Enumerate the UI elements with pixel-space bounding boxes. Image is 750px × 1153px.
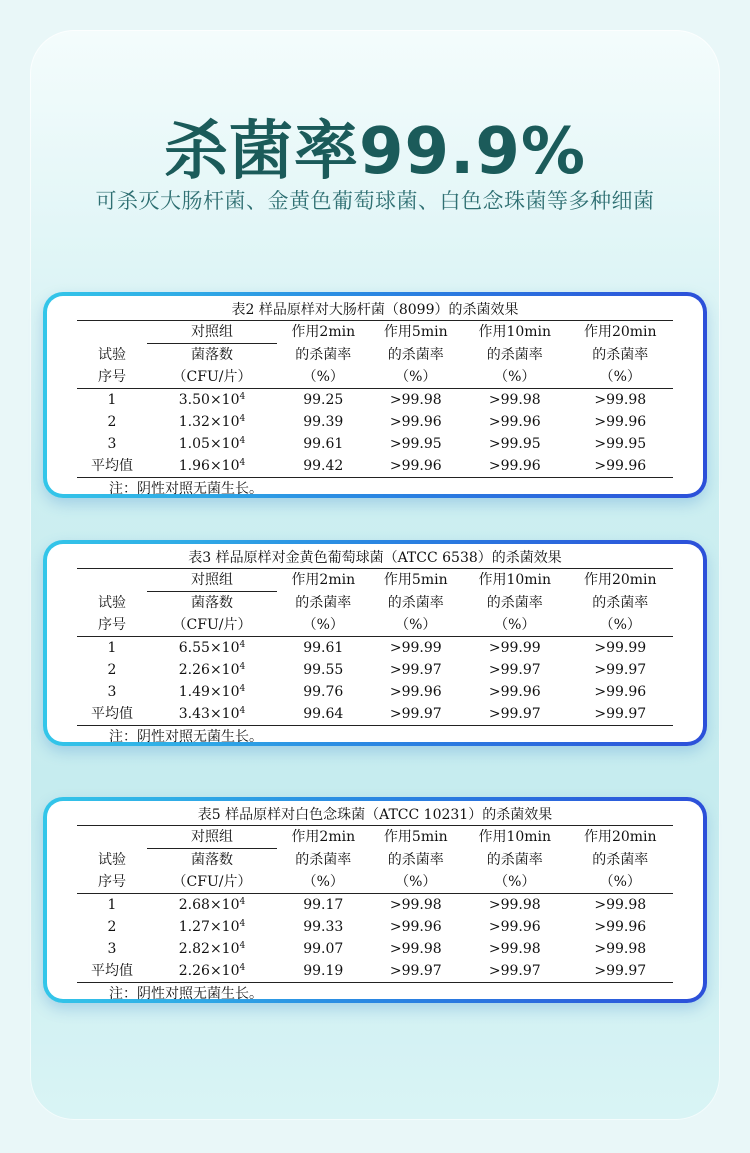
header-unit: （CFU/片） xyxy=(147,366,277,389)
table-note: 注：阴性对照无菌生长。 xyxy=(109,481,263,497)
table-caption: 表3 样品原样对金黄色葡萄球菌（ATCC 6538）的杀菌效果 xyxy=(188,550,562,566)
header-trial: 试验 xyxy=(98,852,126,868)
trial-id: 1 xyxy=(107,392,117,408)
header-5min: 作用5min xyxy=(383,572,448,589)
header-2min-rate: 的杀菌率 xyxy=(295,346,352,363)
rate-20min: >99.96 xyxy=(594,414,647,430)
rate-20min: >99.98 xyxy=(594,392,647,408)
trial-id: 1 xyxy=(107,640,117,656)
table-row xyxy=(77,960,673,983)
header-2min: 作用2min xyxy=(291,829,356,846)
trial-id: 平均值 xyxy=(77,703,147,726)
trial-id: 平均值 xyxy=(77,455,147,478)
header-colonies: 菌落数 xyxy=(191,595,233,611)
rate-20min: >99.96 xyxy=(594,919,647,935)
rate-10min: >99.96 xyxy=(488,414,541,430)
exponent: 4 xyxy=(239,436,246,446)
colony-count: $1.96\times 10^4$ xyxy=(147,455,277,478)
header-trial: 试验 xyxy=(98,347,126,363)
colony-count: $2.68\times 10^4$ xyxy=(178,897,246,913)
table-row xyxy=(77,894,673,917)
rate-10min: >99.97 xyxy=(462,960,567,983)
rate-5min: >99.99 xyxy=(389,640,442,656)
rate-20min: >99.96 xyxy=(594,684,647,700)
rate-5min: >99.97 xyxy=(389,662,442,678)
header-control: 对照组 xyxy=(147,321,277,344)
rate-10min: >99.96 xyxy=(488,684,541,700)
results-table-panel xyxy=(43,292,707,498)
trial-id: 2 xyxy=(107,414,117,430)
table-row xyxy=(77,455,673,478)
rate-20min: >99.98 xyxy=(594,897,647,913)
header-20min: 作用20min xyxy=(583,572,657,589)
header-colonies: 菌落数 xyxy=(191,852,233,868)
exponent: 4 xyxy=(239,392,246,402)
rate-10min: >99.96 xyxy=(462,455,567,478)
rate-5min: >99.95 xyxy=(389,436,442,452)
table-row xyxy=(77,433,673,455)
header-5min-rate: 的杀菌率 xyxy=(387,346,444,363)
page-subtitle: 可杀灭大肠杆菌、金黄色葡萄球菌、白色念珠菌等多种细菌 xyxy=(95,189,655,213)
rate-5min: >99.98 xyxy=(389,897,442,913)
rate-2min: 99.61 xyxy=(303,436,344,452)
rate-5min: >99.97 xyxy=(370,703,463,726)
rate-2min: 99.42 xyxy=(277,455,370,478)
header-pct: （%） xyxy=(370,366,463,389)
header-pct: （%） xyxy=(568,871,674,894)
header-pct: （%） xyxy=(568,366,674,389)
rate-10min: >99.97 xyxy=(462,703,567,726)
table-row xyxy=(77,411,673,433)
exponent: 4 xyxy=(239,414,246,424)
header-5min-rate: 的杀菌率 xyxy=(387,851,444,868)
header-unit: （CFU/片） xyxy=(147,614,277,637)
header-2min: 作用2min xyxy=(291,572,356,589)
table-row xyxy=(77,637,673,660)
header-5min-rate: 的杀菌率 xyxy=(387,594,444,611)
rate-2min: 99.76 xyxy=(303,684,344,700)
rate-2min: 99.39 xyxy=(303,414,344,430)
rate-10min: >99.98 xyxy=(488,941,541,957)
exponent: 4 xyxy=(239,941,246,951)
table-note: 注：阴性对照无菌生长。 xyxy=(109,729,263,745)
rate-2min: 99.25 xyxy=(303,392,344,408)
exponent: 4 xyxy=(239,640,246,650)
table-row xyxy=(77,659,673,681)
table-caption: 表5 样品原样对白色念珠菌（ATCC 10231）的杀菌效果 xyxy=(197,807,553,823)
header-pct: （%） xyxy=(277,366,370,389)
header-trial: 试验 xyxy=(98,595,126,611)
colony-count: $2.26\times 10^4$ xyxy=(147,960,277,983)
header-10min-rate: 的杀菌率 xyxy=(486,594,543,611)
table-row xyxy=(77,389,673,412)
header-2min-rate: 的杀菌率 xyxy=(295,594,352,611)
header-20min-rate: 的杀菌率 xyxy=(592,594,649,611)
table-row xyxy=(77,703,673,726)
colony-count: $2.82\times 10^4$ xyxy=(178,941,246,957)
rate-5min: >99.98 xyxy=(389,392,442,408)
header-serial: 序号 xyxy=(77,614,147,637)
rate-20min: >99.97 xyxy=(568,960,674,983)
exponent: 4 xyxy=(239,684,246,694)
exponent: 4 xyxy=(239,458,246,468)
trial-id: 2 xyxy=(107,919,117,935)
rate-5min: >99.96 xyxy=(389,414,442,430)
header-pct: （%） xyxy=(568,614,674,637)
header-serial: 序号 xyxy=(77,871,147,894)
header-pct: （%） xyxy=(370,871,463,894)
colony-count: $1.05\times 10^4$ xyxy=(178,436,246,452)
header-20min: 作用20min xyxy=(583,324,657,341)
header-2min: 作用2min xyxy=(291,324,356,341)
colony-count: $1.27\times 10^4$ xyxy=(178,919,246,935)
rate-2min: 99.17 xyxy=(303,897,344,913)
rate-10min: >99.98 xyxy=(488,392,541,408)
rate-2min: 99.33 xyxy=(303,919,344,935)
colony-count: $1.32\times 10^4$ xyxy=(178,414,246,430)
header-unit: （CFU/片） xyxy=(147,871,277,894)
rate-20min: >99.97 xyxy=(594,662,647,678)
rate-5min: >99.96 xyxy=(389,919,442,935)
rate-5min: >99.96 xyxy=(370,455,463,478)
rate-10min: >99.98 xyxy=(488,897,541,913)
exponent: 4 xyxy=(239,706,246,716)
header-10min: 作用10min xyxy=(478,324,552,341)
colony-count: $6.55\times 10^4$ xyxy=(178,640,246,656)
header-20min: 作用20min xyxy=(583,829,657,846)
trial-id: 3 xyxy=(107,941,117,957)
header-2min-rate: 的杀菌率 xyxy=(295,851,352,868)
header-20min-rate: 的杀菌率 xyxy=(592,346,649,363)
exponent: 4 xyxy=(239,897,246,907)
results-table xyxy=(77,320,673,478)
rate-20min: >99.96 xyxy=(568,455,674,478)
header-pct: （%） xyxy=(462,614,567,637)
table-row xyxy=(77,938,673,960)
header-serial: 序号 xyxy=(77,366,147,389)
header-5min: 作用5min xyxy=(383,324,448,341)
trial-id: 1 xyxy=(107,897,117,913)
rate-5min: >99.97 xyxy=(370,960,463,983)
rate-20min: >99.98 xyxy=(594,941,647,957)
header-5min: 作用5min xyxy=(383,829,448,846)
rate-2min: 99.07 xyxy=(303,941,344,957)
rate-10min: >99.97 xyxy=(488,662,541,678)
exponent: 4 xyxy=(239,662,246,672)
rate-2min: 99.55 xyxy=(303,662,344,678)
table-caption: 表2 样品原样对大肠杆菌（8099）的杀菌效果 xyxy=(231,302,519,318)
header-pct: （%） xyxy=(277,871,370,894)
rate-20min: >99.95 xyxy=(594,436,647,452)
trial-id: 平均值 xyxy=(77,960,147,983)
table-row xyxy=(77,916,673,938)
trial-id: 2 xyxy=(107,662,117,678)
header-10min: 作用10min xyxy=(478,829,552,846)
header-10min-rate: 的杀菌率 xyxy=(486,346,543,363)
rate-5min: >99.96 xyxy=(389,684,442,700)
header-pct: （%） xyxy=(462,366,567,389)
trial-id: 3 xyxy=(107,436,117,452)
header-colonies: 菌落数 xyxy=(191,347,233,363)
rate-2min: 99.19 xyxy=(277,960,370,983)
results-table xyxy=(77,825,673,983)
header-10min: 作用10min xyxy=(478,572,552,589)
header-pct: （%） xyxy=(462,871,567,894)
header-10min-rate: 的杀菌率 xyxy=(486,851,543,868)
colony-count: $2.26\times 10^4$ xyxy=(178,662,246,678)
header-pct: （%） xyxy=(370,614,463,637)
colony-count: $3.43\times 10^4$ xyxy=(147,703,277,726)
header-20min-rate: 的杀菌率 xyxy=(592,851,649,868)
rate-10min: >99.95 xyxy=(488,436,541,452)
rate-20min: >99.99 xyxy=(594,640,647,656)
page-title: 杀菌率99.9% xyxy=(163,115,587,189)
colony-count: $3.50\times 10^4$ xyxy=(178,392,246,408)
rate-5min: >99.98 xyxy=(389,941,442,957)
rate-20min: >99.97 xyxy=(568,703,674,726)
table-note: 注：阴性对照无菌生长。 xyxy=(109,986,263,1002)
header-control: 对照组 xyxy=(147,569,277,592)
rate-10min: >99.96 xyxy=(488,919,541,935)
rate-2min: 99.64 xyxy=(277,703,370,726)
table-row xyxy=(77,681,673,703)
header-control: 对照组 xyxy=(147,826,277,849)
header-pct: （%） xyxy=(277,614,370,637)
results-table-panel xyxy=(43,797,707,1003)
exponent: 4 xyxy=(239,919,246,929)
colony-count: $1.49\times 10^4$ xyxy=(178,684,246,700)
results-table-panel xyxy=(43,540,707,746)
rate-10min: >99.99 xyxy=(488,640,541,656)
results-table xyxy=(77,568,673,726)
exponent: 4 xyxy=(239,963,246,973)
rate-2min: 99.61 xyxy=(303,640,344,656)
trial-id: 3 xyxy=(107,684,117,700)
